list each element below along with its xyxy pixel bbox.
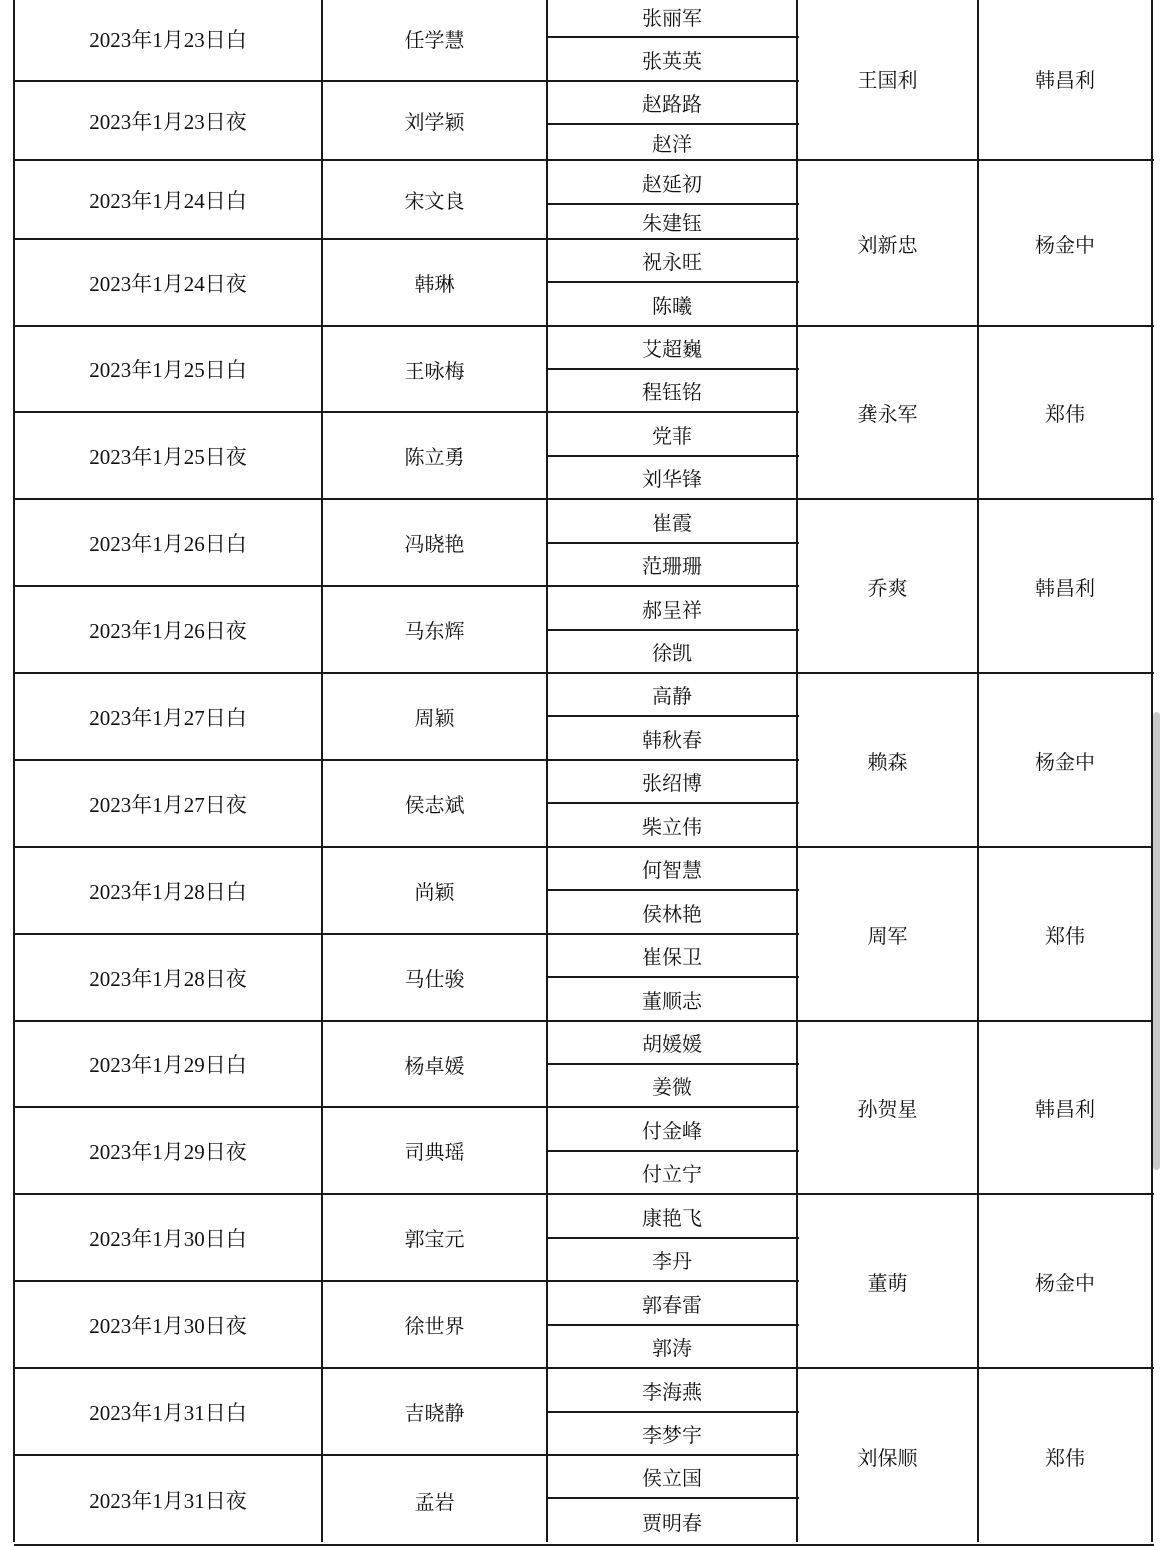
shift-date: 2023年1月30日夜 (89, 1313, 247, 1338)
staff-name: 康艳飞 (642, 1205, 702, 1230)
group-leader-name: 乔爽 (867, 575, 908, 600)
duty-lead-name: 周颖 (414, 706, 455, 730)
staff-name: 郝呈祥 (642, 597, 702, 622)
group-leader-name: 刘新忠 (857, 232, 918, 257)
shift-date: 2023年1月24日夜 (89, 271, 247, 296)
shift-date: 2023年1月24日白 (89, 188, 247, 213)
staff-name: 张丽军 (642, 6, 702, 30)
shift-date: 2023年1月25日白 (89, 358, 247, 382)
staff-name: 赵洋 (652, 131, 692, 156)
group-director-name: 郑伟 (1045, 1446, 1085, 1470)
duty-lead-name: 马东辉 (404, 619, 465, 643)
group-director-name: 杨金中 (1035, 749, 1095, 774)
staff-name: 何智慧 (642, 858, 702, 882)
staff-name: 韩秋春 (642, 727, 702, 752)
shift-date: 2023年1月29日白 (89, 1053, 247, 1077)
shift-date: 2023年1月31日白 (89, 1400, 247, 1425)
group-director-name: 杨金中 (1035, 1270, 1095, 1295)
shift-date: 2023年1月23日夜 (89, 109, 247, 134)
staff-name: 张英英 (642, 48, 702, 73)
duty-lead-name: 孟岩 (414, 1489, 455, 1514)
staff-name: 程钰铭 (642, 380, 702, 404)
duty-lead-name: 刘学颖 (404, 110, 465, 134)
staff-name: 赵延初 (642, 171, 702, 196)
staff-name: 党菲 (652, 423, 692, 448)
duty-lead-name: 司典瑶 (404, 1140, 465, 1164)
staff-name: 艾超巍 (642, 337, 702, 361)
staff-name: 柴立伟 (642, 814, 702, 839)
duty-lead-name: 徐世界 (404, 1314, 465, 1338)
staff-name: 刘华锋 (642, 467, 702, 491)
group-director-name: 韩昌利 (1035, 1097, 1095, 1121)
duty-lead-name: 冯晓艳 (404, 532, 465, 556)
group-director-name: 杨金中 (1035, 232, 1095, 257)
shift-date: 2023年1月26日夜 (89, 618, 247, 643)
shift-date: 2023年1月27日白 (89, 705, 247, 730)
shift-date: 2023年1月23日白 (89, 27, 247, 52)
duty-lead-name: 侯志斌 (404, 793, 465, 817)
staff-name: 侯立国 (642, 1466, 702, 1490)
duty-lead-name: 吉晓静 (404, 1401, 465, 1425)
duty-lead-name: 宋文良 (404, 189, 465, 213)
duty-lead-name: 杨卓媛 (404, 1053, 465, 1078)
shift-date: 2023年1月27日夜 (89, 792, 247, 817)
shift-date: 2023年1月26日白 (89, 531, 247, 556)
duty-lead-name: 任学慧 (404, 28, 465, 52)
group-director-name: 郑伟 (1045, 923, 1085, 948)
shift-date: 2023年1月29日夜 (89, 1139, 247, 1164)
duty-lead-name: 马仕骏 (404, 967, 465, 991)
staff-name: 胡媛媛 (642, 1032, 702, 1056)
group-leader-name: 赖森 (867, 749, 908, 774)
group-director-name: 韩昌利 (1035, 67, 1095, 92)
staff-name: 李海燕 (642, 1379, 702, 1404)
staff-name: 李丹 (652, 1249, 692, 1273)
staff-name: 高静 (652, 684, 692, 708)
staff-name: 陈曦 (652, 293, 692, 318)
staff-name: 姜微 (652, 1075, 692, 1099)
group-director-name: 韩昌利 (1035, 575, 1095, 600)
group-leader-name: 龚永军 (857, 402, 918, 426)
shift-date: 2023年1月25日夜 (89, 444, 247, 469)
shift-date: 2023年1月28日夜 (89, 966, 247, 991)
duty-lead-name: 郭宝元 (404, 1227, 465, 1251)
group-leader-name: 周军 (867, 923, 908, 948)
staff-name: 徐凯 (652, 641, 692, 665)
staff-name: 崔保卫 (642, 945, 702, 969)
staff-name: 崔霞 (652, 510, 692, 535)
staff-name: 郭春雷 (642, 1292, 702, 1317)
shift-date: 2023年1月28日白 (89, 879, 247, 904)
staff-name: 贾明春 (642, 1511, 702, 1535)
vertical-scrollbar[interactable] (1153, 712, 1160, 1170)
staff-name: 侯林艳 (642, 901, 702, 926)
staff-name: 付立宁 (642, 1162, 702, 1186)
staff-name: 朱建钰 (642, 211, 702, 235)
staff-name: 李梦宇 (642, 1423, 702, 1447)
staff-name: 张绍博 (642, 771, 702, 795)
group-leader-name: 王国利 (857, 67, 918, 92)
staff-name: 祝永旺 (642, 250, 702, 274)
staff-name: 郭涛 (652, 1336, 692, 1360)
duty-lead-name: 陈立勇 (404, 445, 465, 469)
duty-lead-name: 尚颖 (414, 880, 455, 904)
group-director-name: 郑伟 (1045, 402, 1085, 426)
group-leader-name: 刘保顺 (857, 1446, 918, 1470)
group-leader-name: 董萌 (867, 1270, 908, 1295)
staff-name: 付金峰 (642, 1118, 702, 1143)
duty-lead-name: 韩琳 (414, 272, 455, 296)
staff-name: 范珊珊 (642, 554, 702, 578)
staff-name: 董顺志 (642, 988, 702, 1013)
staff-name: 赵路路 (642, 92, 702, 116)
group-leader-name: 孙贺星 (857, 1097, 918, 1121)
shift-date: 2023年1月31日夜 (89, 1489, 247, 1513)
shift-date: 2023年1月30日白 (89, 1226, 247, 1251)
duty-lead-name: 王咏梅 (404, 358, 465, 383)
